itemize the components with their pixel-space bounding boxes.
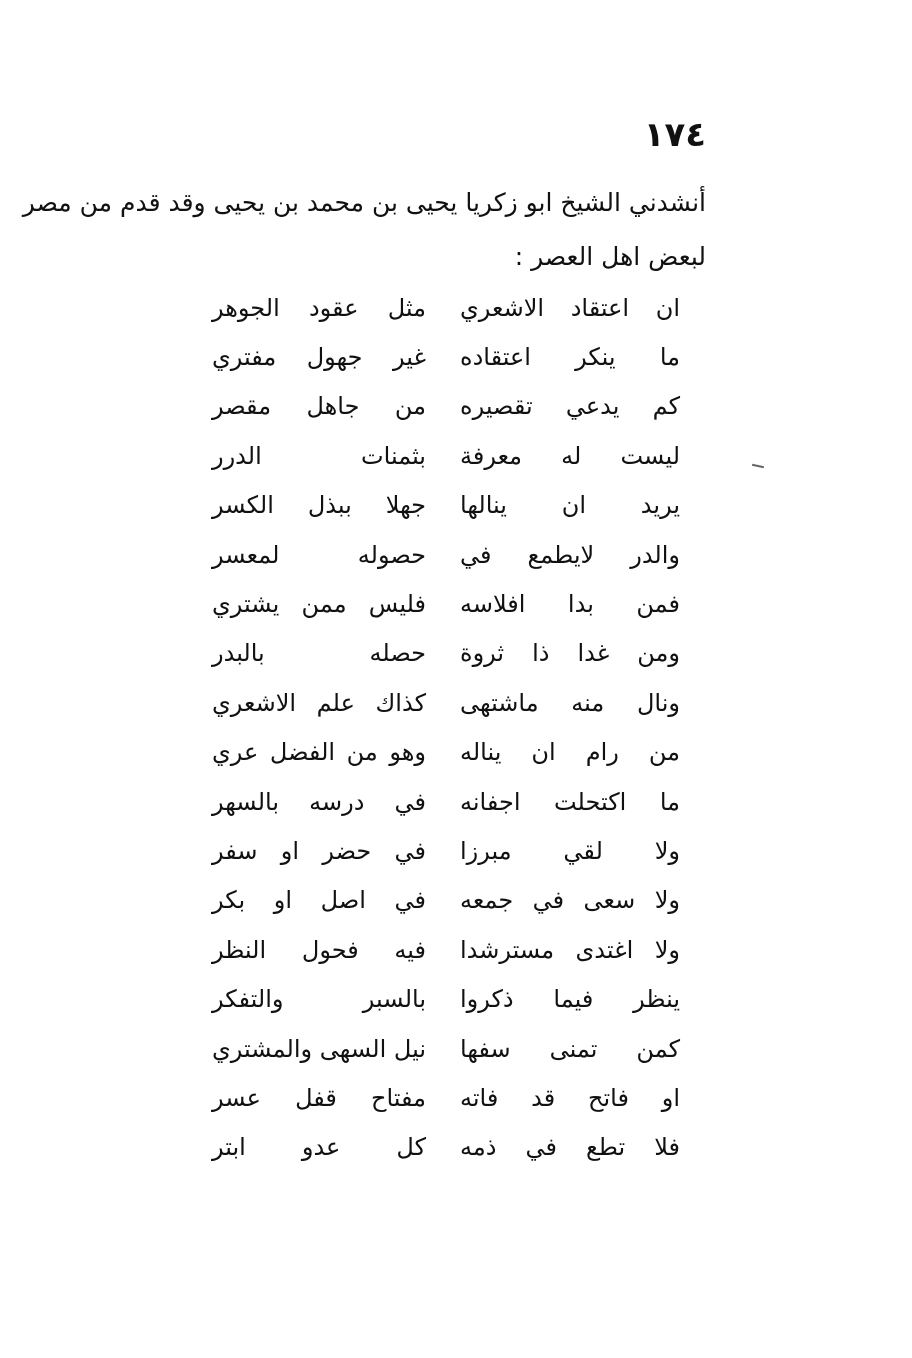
- verse-row: [200, 1123, 680, 1172]
- verse-second-hemistich: حصوله لمعسر: [212, 540, 426, 569]
- verse-row: [200, 925, 680, 974]
- verse-first-hemistich: فمن بدا افلاسه: [460, 590, 680, 619]
- verse-second-hemistich: جهلا ببذل الكسر: [212, 491, 426, 520]
- intro-paragraph: [22, 186, 706, 274]
- verse-first-hemistich: ما ينكر اعتقاده: [460, 343, 680, 372]
- verse-second-hemistich: نيل السهى والمشتري: [212, 1034, 426, 1063]
- verse-second-hemistich: فيه فحول النظر: [212, 935, 426, 964]
- verse-second-hemistich: وهو من الفضل عري: [212, 738, 426, 767]
- verse-row: [200, 481, 680, 530]
- verse-row: [200, 530, 680, 579]
- verse-row: [200, 283, 680, 332]
- verse-row: [200, 876, 680, 925]
- ink-speck: [752, 464, 764, 468]
- verse-second-hemistich: في درسه بالسهر: [212, 787, 426, 816]
- verse-second-hemistich: في اصل او بكر: [212, 886, 426, 915]
- verse-first-hemistich: ان اعتقاد الاشعري: [460, 293, 680, 322]
- verse-row: [200, 1073, 680, 1122]
- verse-first-hemistich: او فاتح قد فاته: [460, 1083, 680, 1112]
- verse-first-hemistich: ونال منه ماشتهى: [460, 688, 680, 717]
- verse-first-hemistich: من رام ان يناله: [460, 738, 680, 767]
- verse-second-hemistich: حصله بالبدر: [212, 639, 426, 668]
- verse-first-hemistich: ينظر فيما ذكروا: [460, 985, 680, 1014]
- verse-first-hemistich: ولا سعى في جمعه: [460, 886, 680, 915]
- verse-second-hemistich: مثل عقود الجوهر: [212, 293, 426, 322]
- verse-first-hemistich: ولا اغتدى مسترشدا: [460, 935, 680, 964]
- intro-line-1: أنشدني الشيخ ابو زكريا يحيى بن محمد بن يحيى وقد قدم من مصر: [22, 188, 706, 217]
- verse-first-hemistich: فلا تطع في ذمه: [460, 1133, 680, 1162]
- verse-second-hemistich: غير جهول مفتري: [212, 343, 426, 372]
- verse-row: [200, 678, 680, 727]
- verse-first-hemistich: ليست له معرفة: [460, 441, 680, 470]
- verse-first-hemistich: ما اكتحلت اجفانه: [460, 787, 680, 816]
- verse-second-hemistich: مفتاح قفل عسر: [212, 1083, 426, 1112]
- verse-second-hemistich: فليس ممن يشتري: [212, 590, 426, 619]
- verse-row: [200, 431, 680, 480]
- verse-first-hemistich: كمن تمنى سفها: [460, 1034, 680, 1063]
- verse-second-hemistich: كل عدو ابتر: [212, 1133, 426, 1162]
- verse-row: [200, 579, 680, 628]
- intro-line-2: لبعض اهل العصر :: [514, 242, 706, 271]
- verse-row: [200, 826, 680, 875]
- verse-second-hemistich: بثمنات الدرر: [212, 441, 426, 470]
- verse-second-hemistich: في حضر او سفر: [212, 836, 426, 865]
- verse-first-hemistich: والدر لايطمع في: [460, 540, 680, 569]
- verse-first-hemistich: ومن غدا ذا ثروة: [460, 639, 680, 668]
- verse-second-hemistich: من جاهل مقصر: [212, 392, 426, 421]
- poem: [200, 283, 680, 1172]
- verse-row: [200, 974, 680, 1023]
- verse-row: [200, 777, 680, 826]
- verse-row: [200, 728, 680, 777]
- verse-row: [200, 629, 680, 678]
- page-number: ١٧٤: [643, 115, 706, 155]
- verse-second-hemistich: كذاك علم الاشعري: [212, 688, 426, 717]
- verse-second-hemistich: بالسبر والتفكر: [212, 985, 426, 1014]
- verse-first-hemistich: كم يدعي تقصيره: [460, 392, 680, 421]
- verse-row: [200, 332, 680, 381]
- verse-row: [200, 1024, 680, 1073]
- verse-row: [200, 382, 680, 431]
- verse-first-hemistich: يريد ان ينالها: [460, 491, 680, 520]
- verse-first-hemistich: ولا لقي مبرزا: [460, 836, 680, 865]
